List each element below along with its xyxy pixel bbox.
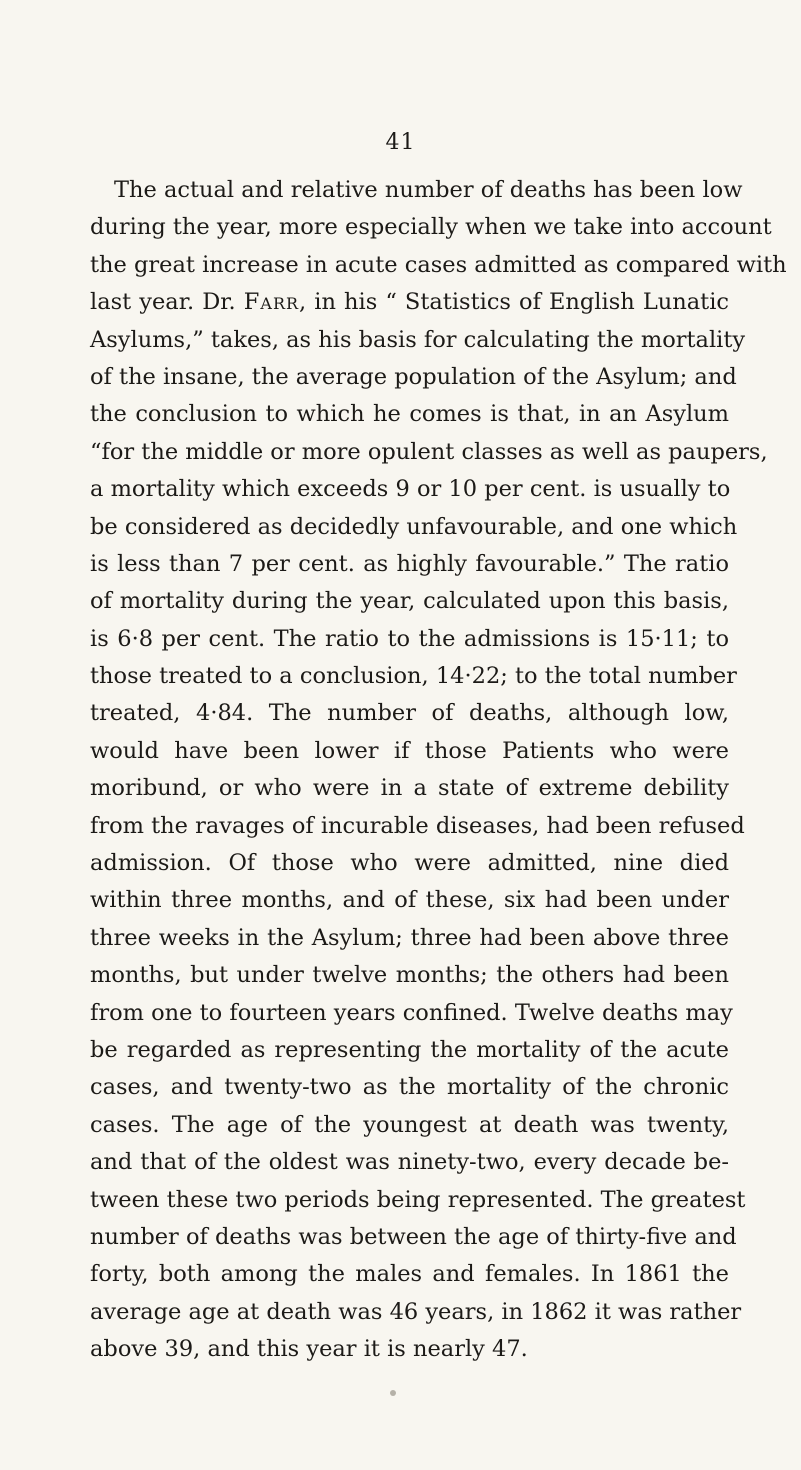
text-line: those treated to a conclusion, 14·22; to the total number (90, 663, 737, 690)
text-line: is less than 7 per cent. as highly favourable.” The ratio (90, 550, 729, 577)
text-segment: last year. Dr. (90, 289, 244, 316)
text-line: moribund, or who were in a state of extreme debility (90, 775, 729, 802)
text-segment: , in his “ Statistics of English Lunatic (299, 289, 729, 316)
text-line: from the ravages of incurable diseases, had been refused (90, 812, 745, 839)
text-line: of the insane, the average population of the Asylum; and (90, 363, 737, 390)
page-number: 41 (385, 130, 416, 155)
text-line: from one to fourteen years confined. Twelve deaths may (90, 999, 733, 1026)
text-line: and that of the oldest was ninety-two, every decade be- (90, 1149, 729, 1176)
text-line: be considered as decidedly unfavourable, and one which (90, 513, 738, 540)
text-line: the conclusion to which he comes is that, in an Asylum (90, 401, 729, 428)
text-line: would have been lower if those Patients who were (90, 737, 729, 764)
text-line: of mortality during the year, calculated upon this basis, (90, 588, 729, 615)
text-line: is 6·8 per cent. The ratio to the admissions is 15·11; to (90, 625, 729, 652)
body-paragraph (90, 172, 787, 1369)
text-line: forty, both among the males and females. In 1861 the (90, 1261, 729, 1288)
text-line: be regarded as representing the mortality of the acute (90, 1036, 729, 1063)
text-line: The actual and relative number of deaths has been low (114, 177, 743, 203)
text-line: within three months, and of these, six had been under (90, 887, 729, 914)
text-line: treated, 4·84. The number of deaths, although low, (90, 700, 729, 727)
text-line: cases, and twenty-two as the mortality of the chronic (90, 1074, 729, 1101)
text-line: tween these two periods being represented. The greatest (90, 1186, 746, 1213)
text-line: cases. The age of the youngest at death was twenty, (90, 1111, 729, 1138)
text-line: three weeks in the Asylum; three had been above three (90, 924, 729, 951)
text-line: admission. Of those who were admitted, nine died (90, 850, 729, 877)
author-name: Farr (243, 289, 300, 316)
text-line: during the year, more especially when we take into account (90, 214, 772, 241)
ink-speck (390, 1390, 396, 1396)
text-line: above 39, and this year it is nearly 47. (90, 1336, 528, 1363)
text-line: months, but under twelve months; the others had been (90, 962, 729, 989)
text-line: a mortality which exceeds 9 or 10 per cent. is usually to (90, 476, 731, 503)
text-line: the great increase in acute cases admitted as compared with (90, 251, 787, 278)
text-line: average age at death was 46 years, in 1862 it was rather (90, 1298, 742, 1325)
text-line: “for the middle or more opulent classes as well as paupers, (90, 438, 768, 465)
text-line: Asylums,” takes, as his basis for calculating the mortality (90, 326, 746, 353)
text-line: number of deaths was between the age of thirty-five and (90, 1223, 737, 1250)
text-line (90, 284, 729, 321)
